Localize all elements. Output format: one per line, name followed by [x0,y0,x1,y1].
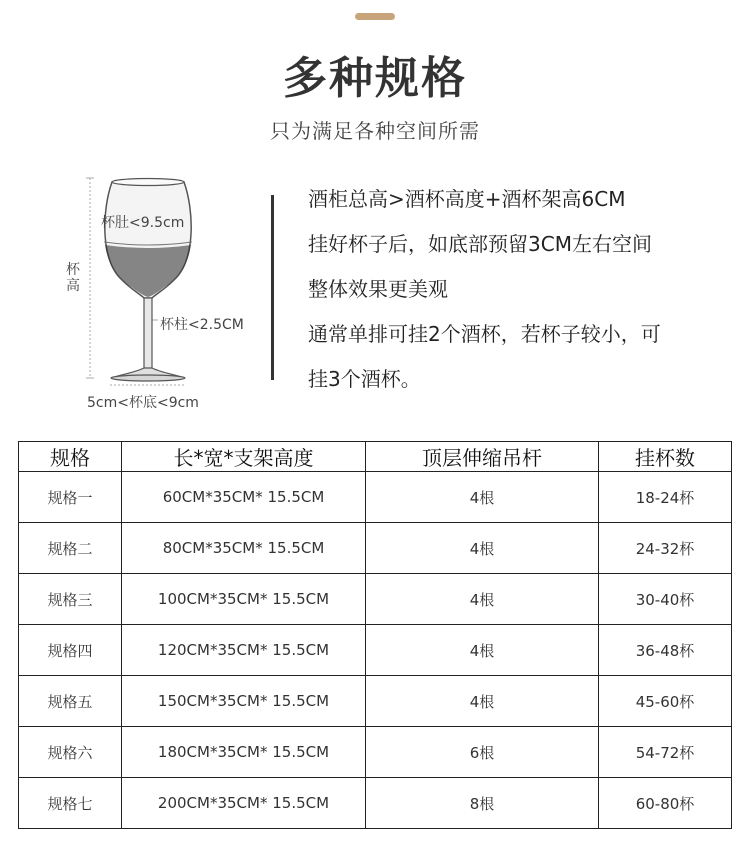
cell-spec: 规格六 [19,727,122,778]
table-row [19,472,732,523]
installation-notes [308,184,738,409]
note-line: 通常单排可挂2个酒杯，若杯子较小，可 [308,322,661,346]
table-row [19,676,732,727]
header-capacity: 挂杯数 [599,442,732,472]
cell-dimensions: 120CM*35CM* 15.5CM [122,625,366,676]
cell-dimensions: 150CM*35CM* 15.5CM [122,676,366,727]
page-title: 多种规格 [283,53,467,104]
cell-spec: 规格二 [19,523,122,574]
cell-dimensions: 60CM*35CM* 15.5CM [122,472,366,523]
cell-rods: 6根 [366,727,599,778]
cell-dimensions: 180CM*35CM* 15.5CM [122,727,366,778]
cell-capacity: 18-24杯 [599,472,732,523]
cell-rods: 4根 [366,574,599,625]
vertical-divider [271,195,274,380]
page-subtitle: 只为满足各种空间所需 [270,119,480,143]
cell-rods: 4根 [366,472,599,523]
cell-rods: 8根 [366,778,599,829]
header-spec: 规格 [19,442,122,472]
table-row [19,574,732,625]
base-size-label: 5cm<杯底<9cm [87,395,199,411]
stem-size-label: 杯柱<2.5CM [160,317,244,333]
cell-capacity: 60-80杯 [599,778,732,829]
cell-dimensions: 100CM*35CM* 15.5CM [122,574,366,625]
cell-dimensions: 80CM*35CM* 15.5CM [122,523,366,574]
cell-capacity: 30-40杯 [599,574,732,625]
header-rods: 顶层伸缩吊杆 [366,442,599,472]
cell-dimensions: 200CM*35CM* 15.5CM [122,778,366,829]
cell-capacity: 36-48杯 [599,625,732,676]
table-row [19,523,732,574]
header-dimensions: 长*宽*支架高度 [122,442,366,472]
note-line: 挂3个酒杯。 [308,367,421,391]
spec-table [18,441,732,829]
table-row [19,778,732,829]
cell-spec: 规格七 [19,778,122,829]
cell-rods: 4根 [366,676,599,727]
wine-glass-diagram [60,170,280,410]
note-line: 酒柜总高>酒杯高度+酒杯架高6CM [308,187,626,211]
note-line: 挂好杯子后，如底部预留3CM左右空间 [308,232,652,256]
cell-capacity: 45-60杯 [599,676,732,727]
cell-capacity: 54-72杯 [599,727,732,778]
bowl-size-label: 杯肚<9.5cm [101,215,185,231]
accent-bar [355,13,395,20]
cell-spec: 规格五 [19,676,122,727]
cell-rods: 4根 [366,523,599,574]
note-line: 整体效果更美观 [308,277,448,301]
wine-glass-icon [60,170,280,410]
cell-spec: 规格四 [19,625,122,676]
cell-capacity: 24-32杯 [599,523,732,574]
table-header-row [19,442,732,472]
cell-spec: 规格三 [19,574,122,625]
table-row [19,625,732,676]
cell-rods: 4根 [366,625,599,676]
cell-spec: 规格一 [19,472,122,523]
table-row [19,727,732,778]
glass-height-label: 杯高 [66,262,80,294]
